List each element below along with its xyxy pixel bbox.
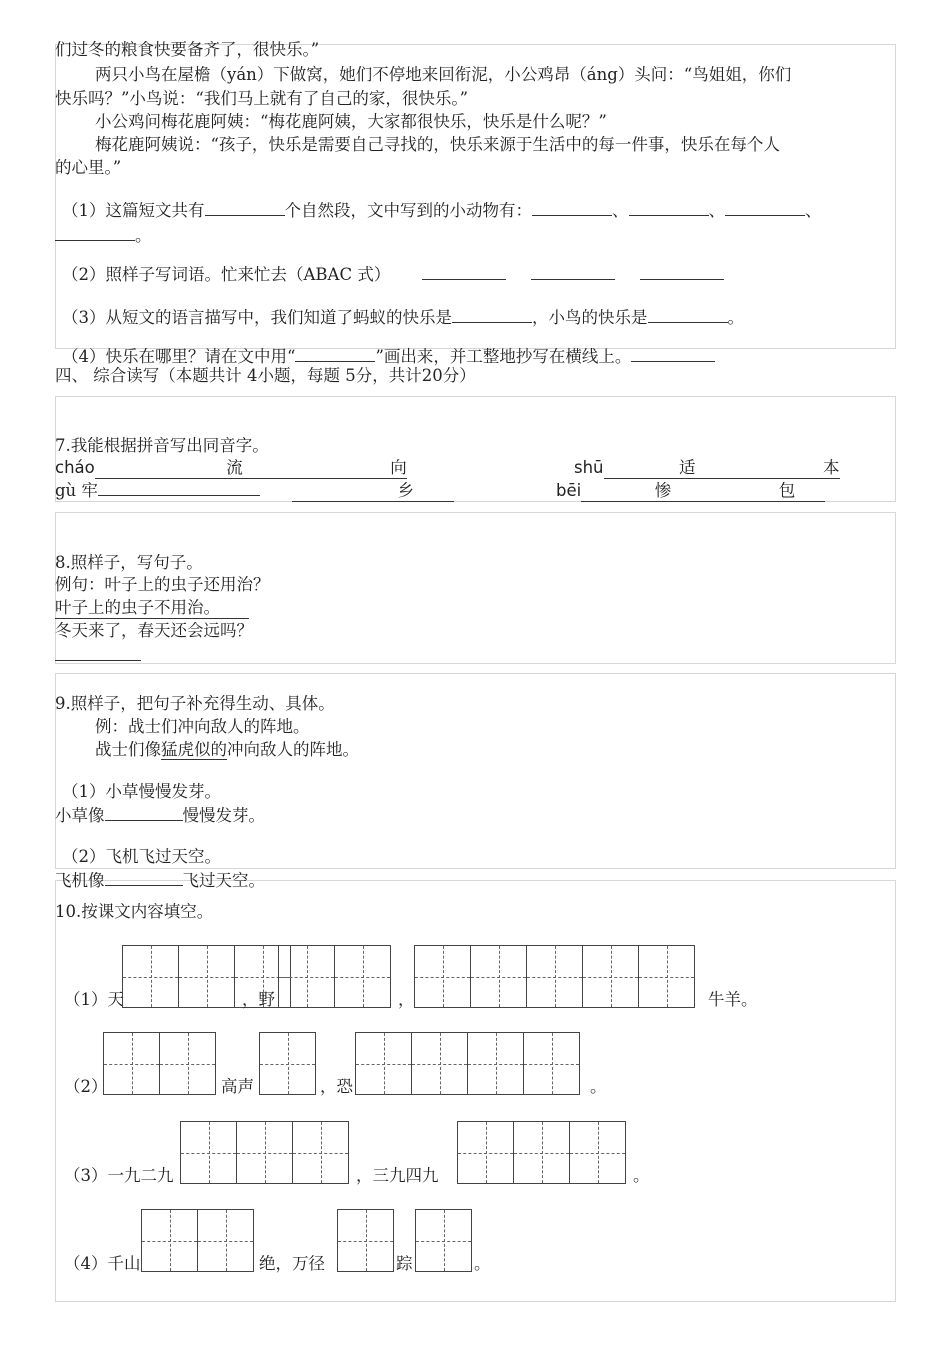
answer-blank[interactable]	[648, 307, 728, 323]
writing-grid[interactable]	[337, 1209, 394, 1272]
char: 惨	[654, 481, 672, 500]
answer-blank[interactable]	[105, 805, 183, 821]
text: 慢慢发芽。	[182, 806, 265, 825]
pinyin: bēi	[556, 481, 582, 500]
question-3-text: （3）从短文的语言描写中，我们知道了蚂蚁的快乐是	[62, 308, 452, 327]
q10-title: 10.按课文内容填空。	[55, 902, 214, 921]
writing-grid[interactable]	[355, 1032, 580, 1095]
passage-line: 快乐吗？”小鸟说：“我们马上就有了自己的家，很快乐。”	[55, 89, 469, 108]
answer-blank[interactable]	[604, 458, 696, 479]
answer-blank[interactable]	[292, 481, 454, 502]
question-2-text: （2）照样子写词语。忙来忙去（ABAC 式）	[62, 265, 391, 284]
q10-row-4-text: 。	[474, 1254, 491, 1273]
q10-row-2-text: 。	[590, 1077, 607, 1096]
char: 乡	[397, 481, 414, 500]
question-4-text: （4）快乐在哪里？请在文中用“	[62, 347, 296, 366]
q9-sentence-1: （1）小草慢慢发芽。	[62, 782, 221, 801]
text: 飞机像	[55, 871, 105, 890]
q9-sentence-2-fill	[55, 870, 265, 891]
text: 冲向敌人的阵地。	[227, 740, 359, 759]
grid-cell[interactable]	[415, 1209, 472, 1272]
question-4-text: ”画出来，并工整地抄写在横线上。	[375, 347, 632, 366]
answer-blank[interactable]	[55, 225, 135, 241]
answer-blank[interactable]	[725, 200, 805, 216]
grid-cell[interactable]	[337, 1209, 394, 1272]
answer-blank[interactable]	[631, 346, 715, 362]
q7-row-2b	[556, 481, 825, 502]
q10-row-3-label: （3）一九二九	[64, 1166, 174, 1185]
writing-grid[interactable]	[414, 945, 695, 1008]
grid-cell[interactable]	[334, 945, 391, 1008]
question-3-text: 。	[727, 308, 744, 327]
writing-grid[interactable]	[259, 1032, 316, 1095]
q9-example-answer	[95, 740, 359, 760]
answer-blank[interactable]	[532, 200, 612, 216]
passage-line: 们过冬的粮食快要备齐了，很快乐。”	[55, 40, 320, 59]
writing-grid[interactable]	[457, 1121, 626, 1184]
question-1-text: （1）这篇短文共有	[62, 201, 205, 220]
grid-cell[interactable]	[414, 945, 471, 1008]
q7-title: 7.我能根据拼音写出同音字。	[55, 436, 269, 455]
passage-line: 小公鸡问梅花鹿阿姨：“梅花鹿阿姨，大家都很快乐，快乐是什么呢？”	[95, 112, 607, 131]
section-4-title: 四、 综合读写（本题共计 4小题，每题 5分，共计20分）	[55, 366, 476, 385]
writing-grid[interactable]	[278, 945, 391, 1008]
answer-blank[interactable]	[696, 458, 840, 479]
answer-blank[interactable]	[105, 870, 183, 886]
grid-cell[interactable]	[236, 1121, 293, 1184]
question-1-text: 个自然段，文中写到的小动物有：	[284, 201, 532, 220]
answer-blank[interactable]	[581, 481, 701, 502]
answer-blank[interactable]	[452, 307, 532, 323]
text: 战士们像	[95, 740, 161, 759]
q8-title: 8.照样子，写句子。	[55, 553, 203, 572]
q9-sentence-2: （2）飞机飞过天空。	[62, 847, 221, 866]
pinyin: shū	[574, 458, 604, 477]
char: 向	[390, 458, 407, 477]
char: 本	[823, 458, 840, 477]
grid-cell[interactable]	[122, 945, 179, 1008]
char: 包	[778, 481, 796, 500]
grid-cell[interactable]	[278, 945, 335, 1008]
q7-row-2	[55, 481, 454, 502]
q10-row-2-label: （2）	[64, 1077, 108, 1096]
grid-cell[interactable]	[513, 1121, 570, 1184]
answer-blank[interactable]	[98, 495, 260, 496]
grid-cell[interactable]	[411, 1032, 468, 1095]
passage-line: 的心里。”	[55, 158, 122, 177]
answer-blank[interactable]	[629, 200, 709, 216]
question-1-cont	[55, 225, 152, 246]
grid-cell[interactable]	[523, 1032, 580, 1095]
answer-blank[interactable]	[295, 346, 375, 362]
writing-grid[interactable]	[415, 1209, 472, 1272]
answer-blank[interactable]	[701, 481, 825, 502]
q9-example: 例：战士们冲向敌人的阵地。	[95, 717, 310, 736]
grid-cell[interactable]	[259, 1032, 316, 1095]
pinyin: gù 牢	[55, 481, 98, 500]
grid-cell[interactable]	[103, 1032, 160, 1095]
answer-blank[interactable]	[95, 458, 243, 479]
grid-cell[interactable]	[470, 945, 527, 1008]
text: 飞过天空。	[182, 871, 265, 890]
question-2	[62, 264, 724, 285]
grid-cell[interactable]	[197, 1209, 254, 1272]
q10-row-1-label: （1）天	[64, 990, 124, 1009]
grid-cell[interactable]	[141, 1209, 198, 1272]
answer-blank[interactable]	[531, 264, 615, 280]
q8-prompt: 冬天来了，春天还会远吗？	[55, 621, 253, 640]
grid-cell[interactable]	[178, 945, 235, 1008]
grid-cell[interactable]	[355, 1032, 412, 1095]
question-3-text: ，小鸟的快乐是	[532, 308, 648, 327]
writing-grid[interactable]	[180, 1121, 349, 1184]
q10-row-1-text: ，	[398, 990, 415, 1009]
grid-cell[interactable]	[180, 1121, 237, 1184]
question-3	[62, 307, 744, 328]
q9-sentence-1-fill	[55, 805, 265, 826]
grid-cell[interactable]	[292, 1121, 349, 1184]
q8-answer: 叶子上的虫子不用治。	[55, 598, 249, 619]
q10-row-1-text: 牛羊。	[708, 990, 758, 1009]
grid-cell[interactable]	[457, 1121, 514, 1184]
text: 小草像	[55, 806, 105, 825]
grid-cell[interactable]	[638, 945, 695, 1008]
char: 适	[679, 458, 696, 477]
answer-blank[interactable]	[55, 645, 141, 661]
q8-example: 例句：叶子上的虫子还用治？	[55, 575, 270, 594]
passage-line: 两只小鸟在屋檐（yán）下做窝，她们不停地来回衔泥，小公鸡昂（áng）头问：“鸟姐姐，你们	[95, 65, 792, 84]
q7-row-1	[55, 458, 407, 479]
q10-row-2-text: ，恐	[320, 1077, 353, 1096]
grid-cell[interactable]	[526, 945, 583, 1008]
writing-grid[interactable]	[103, 1032, 216, 1095]
answer-blank[interactable]	[640, 264, 724, 280]
passage-line: 梅花鹿阿姨说：“孩子，快乐是需要自己寻找的，快乐来源于生活中的每一件事，快乐在每个人	[95, 135, 780, 154]
q10-row-2-text: 高声	[221, 1077, 254, 1096]
answer-blank[interactable]	[205, 200, 285, 216]
grid-cell[interactable]	[569, 1121, 626, 1184]
answer-blank[interactable]	[422, 264, 506, 280]
char: 流	[226, 458, 243, 477]
text-underlined: 猛虎似的	[161, 740, 227, 759]
grid-cell[interactable]	[582, 945, 639, 1008]
q9-title: 9.照样子，把句子补充得生动、具体。	[55, 694, 335, 713]
writing-grid[interactable]	[141, 1209, 254, 1272]
question-1: （1）这篇短文共有 个自然段，文中写到的小动物有： 、 、 、	[62, 201, 822, 220]
grid-cell[interactable]	[467, 1032, 524, 1095]
question-4	[62, 346, 715, 367]
q10-row-4-label: （4）千山	[64, 1254, 141, 1273]
question-1-text: 。	[135, 226, 152, 245]
q10-row-4-text: 踪	[396, 1254, 413, 1273]
pinyin: cháo	[55, 458, 95, 477]
q10-row-3-text: 。	[633, 1166, 650, 1185]
grid-cell[interactable]	[159, 1032, 216, 1095]
q10-row-3-text: ，三九四九	[356, 1166, 439, 1185]
answer-blank[interactable]	[243, 458, 407, 479]
q7-row-1b	[574, 458, 840, 479]
q10-row-1-text: ，野	[242, 990, 275, 1009]
q10-row-4-text: 绝，万径	[259, 1254, 325, 1273]
